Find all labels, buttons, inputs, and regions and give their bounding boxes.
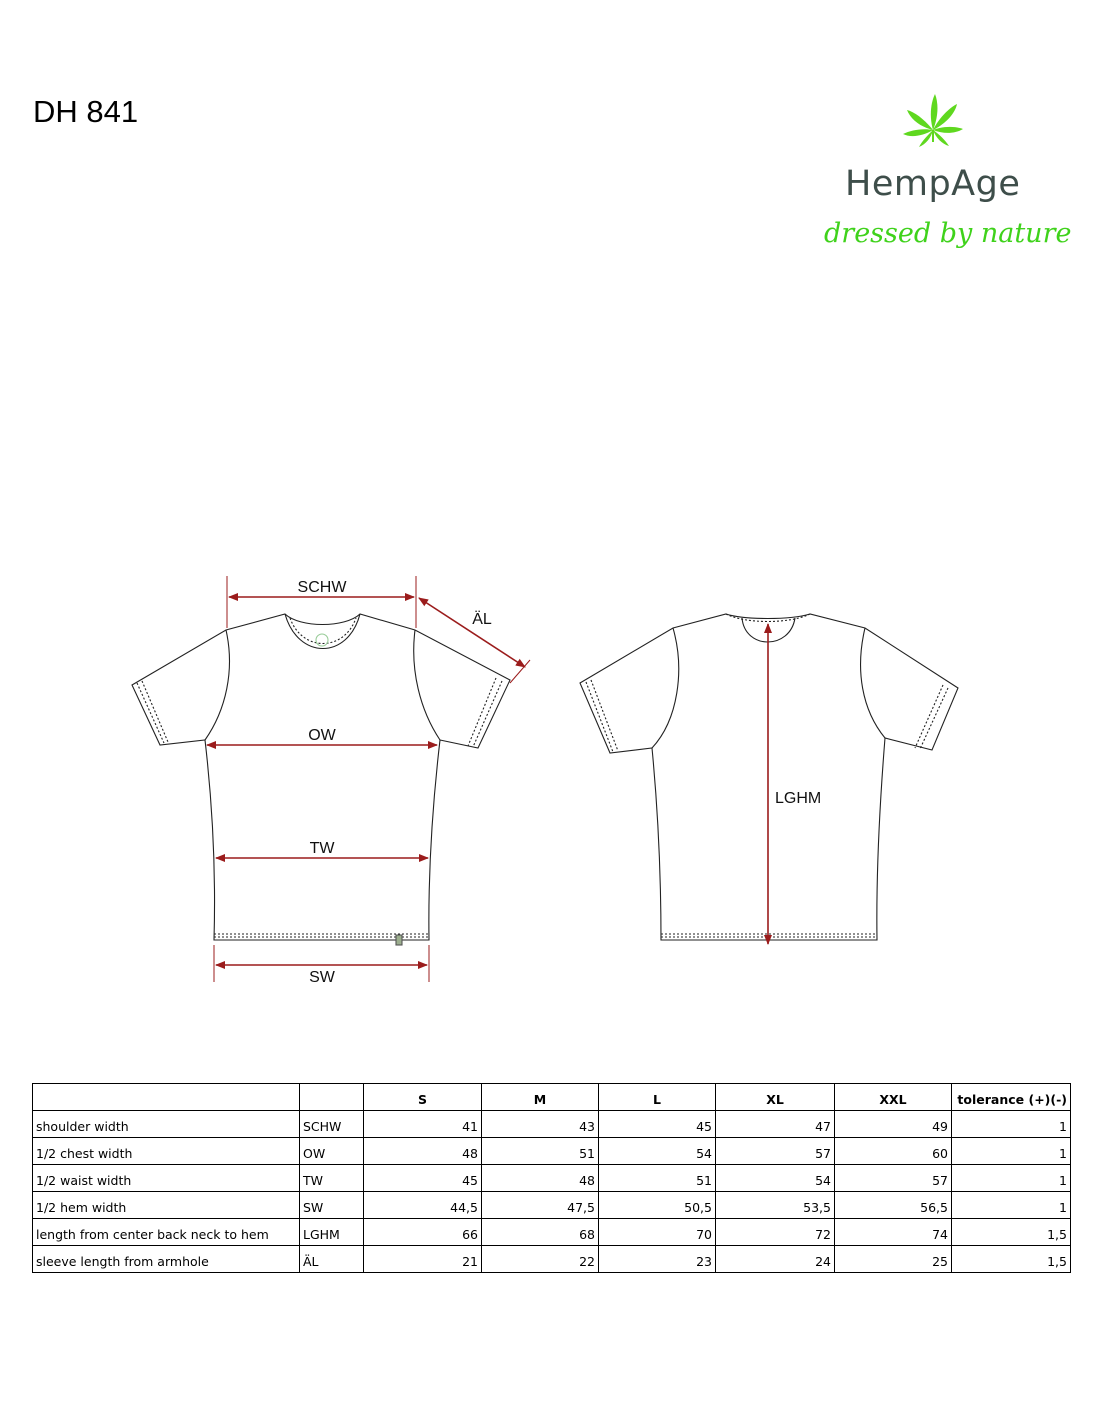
brand-name: HempAge bbox=[845, 164, 1021, 204]
cell-xxl: 57 bbox=[835, 1165, 952, 1192]
cell-m: 22 bbox=[482, 1246, 599, 1273]
cell-l: 45 bbox=[599, 1111, 716, 1138]
table-row bbox=[33, 1111, 1071, 1138]
table-row bbox=[33, 1219, 1071, 1246]
cell-xxl: 49 bbox=[835, 1111, 952, 1138]
back-shirt-outline bbox=[580, 614, 958, 940]
row-code: SCHW bbox=[300, 1111, 364, 1138]
label-sw: SW bbox=[309, 969, 335, 986]
row-code: OW bbox=[300, 1138, 364, 1165]
cell-s: 44,5 bbox=[364, 1192, 482, 1219]
row-label: shoulder width bbox=[33, 1111, 300, 1138]
cell-tolerance: 1 bbox=[952, 1111, 1071, 1138]
cell-tolerance: 1 bbox=[952, 1138, 1071, 1165]
front-shirt-outline bbox=[132, 614, 510, 945]
header-size-m: M bbox=[482, 1084, 599, 1111]
header-measurement bbox=[33, 1084, 300, 1111]
cell-xl: 54 bbox=[716, 1165, 835, 1192]
table-row bbox=[33, 1192, 1071, 1219]
cell-m: 47,5 bbox=[482, 1192, 599, 1219]
hemp-leaf-icon bbox=[812, 88, 1052, 168]
header-size-xl: XL bbox=[716, 1084, 835, 1111]
brand-slogan: dressed by nature bbox=[824, 218, 1072, 249]
cell-xxl: 60 bbox=[835, 1138, 952, 1165]
label-schw: SCHW bbox=[297, 579, 347, 596]
label-ow: OW bbox=[308, 727, 336, 744]
cell-xxl: 56,5 bbox=[835, 1192, 952, 1219]
cell-m: 51 bbox=[482, 1138, 599, 1165]
cell-l: 23 bbox=[599, 1246, 716, 1273]
cell-xl: 24 bbox=[716, 1246, 835, 1273]
row-label: 1/2 hem width bbox=[33, 1192, 300, 1219]
header-size-s: S bbox=[364, 1084, 482, 1111]
cell-xl: 47 bbox=[716, 1111, 835, 1138]
cell-xxl: 74 bbox=[835, 1219, 952, 1246]
cell-tolerance: 1,5 bbox=[952, 1219, 1071, 1246]
article-code: DH 841 bbox=[33, 94, 139, 129]
label-tw: TW bbox=[309, 840, 335, 857]
header-size-l: L bbox=[599, 1084, 716, 1111]
row-code: LGHM bbox=[300, 1219, 364, 1246]
cell-xl: 72 bbox=[716, 1219, 835, 1246]
cell-tolerance: 1 bbox=[952, 1192, 1071, 1219]
label-lghm: LGHM bbox=[775, 790, 822, 807]
cell-l: 54 bbox=[599, 1138, 716, 1165]
header-code bbox=[300, 1084, 364, 1111]
row-label: sleeve length from armhole bbox=[33, 1246, 300, 1273]
cell-xl: 53,5 bbox=[716, 1192, 835, 1219]
label-al: ÄL bbox=[472, 611, 492, 628]
cell-xl: 57 bbox=[716, 1138, 835, 1165]
row-label: length from center back neck to hem bbox=[33, 1219, 300, 1246]
table-row bbox=[33, 1246, 1071, 1273]
row-code: TW bbox=[300, 1165, 364, 1192]
cell-s: 48 bbox=[364, 1138, 482, 1165]
size-table-header bbox=[33, 1084, 1071, 1111]
header-size-xxl: XXL bbox=[835, 1084, 952, 1111]
cell-l: 50,5 bbox=[599, 1192, 716, 1219]
cell-tolerance: 1,5 bbox=[952, 1246, 1071, 1273]
hempage-logo bbox=[812, 88, 1072, 278]
header-tolerance: tolerance (+)(-) bbox=[952, 1084, 1071, 1111]
cell-tolerance: 1 bbox=[952, 1165, 1071, 1192]
cell-l: 51 bbox=[599, 1165, 716, 1192]
tshirt-measurement-diagram bbox=[0, 560, 1100, 1000]
cell-s: 66 bbox=[364, 1219, 482, 1246]
cell-s: 21 bbox=[364, 1246, 482, 1273]
cell-l: 70 bbox=[599, 1219, 716, 1246]
table-row bbox=[33, 1138, 1071, 1165]
table-row bbox=[33, 1165, 1071, 1192]
row-label: 1/2 waist width bbox=[33, 1165, 300, 1192]
row-label: 1/2 chest width bbox=[33, 1138, 300, 1165]
cell-m: 43 bbox=[482, 1111, 599, 1138]
row-code: SW bbox=[300, 1192, 364, 1219]
size-table bbox=[32, 1083, 1071, 1273]
cell-m: 48 bbox=[482, 1165, 599, 1192]
cell-m: 68 bbox=[482, 1219, 599, 1246]
cell-s: 45 bbox=[364, 1165, 482, 1192]
cell-xxl: 25 bbox=[835, 1246, 952, 1273]
row-code: ÄL bbox=[300, 1246, 364, 1273]
cell-s: 41 bbox=[364, 1111, 482, 1138]
